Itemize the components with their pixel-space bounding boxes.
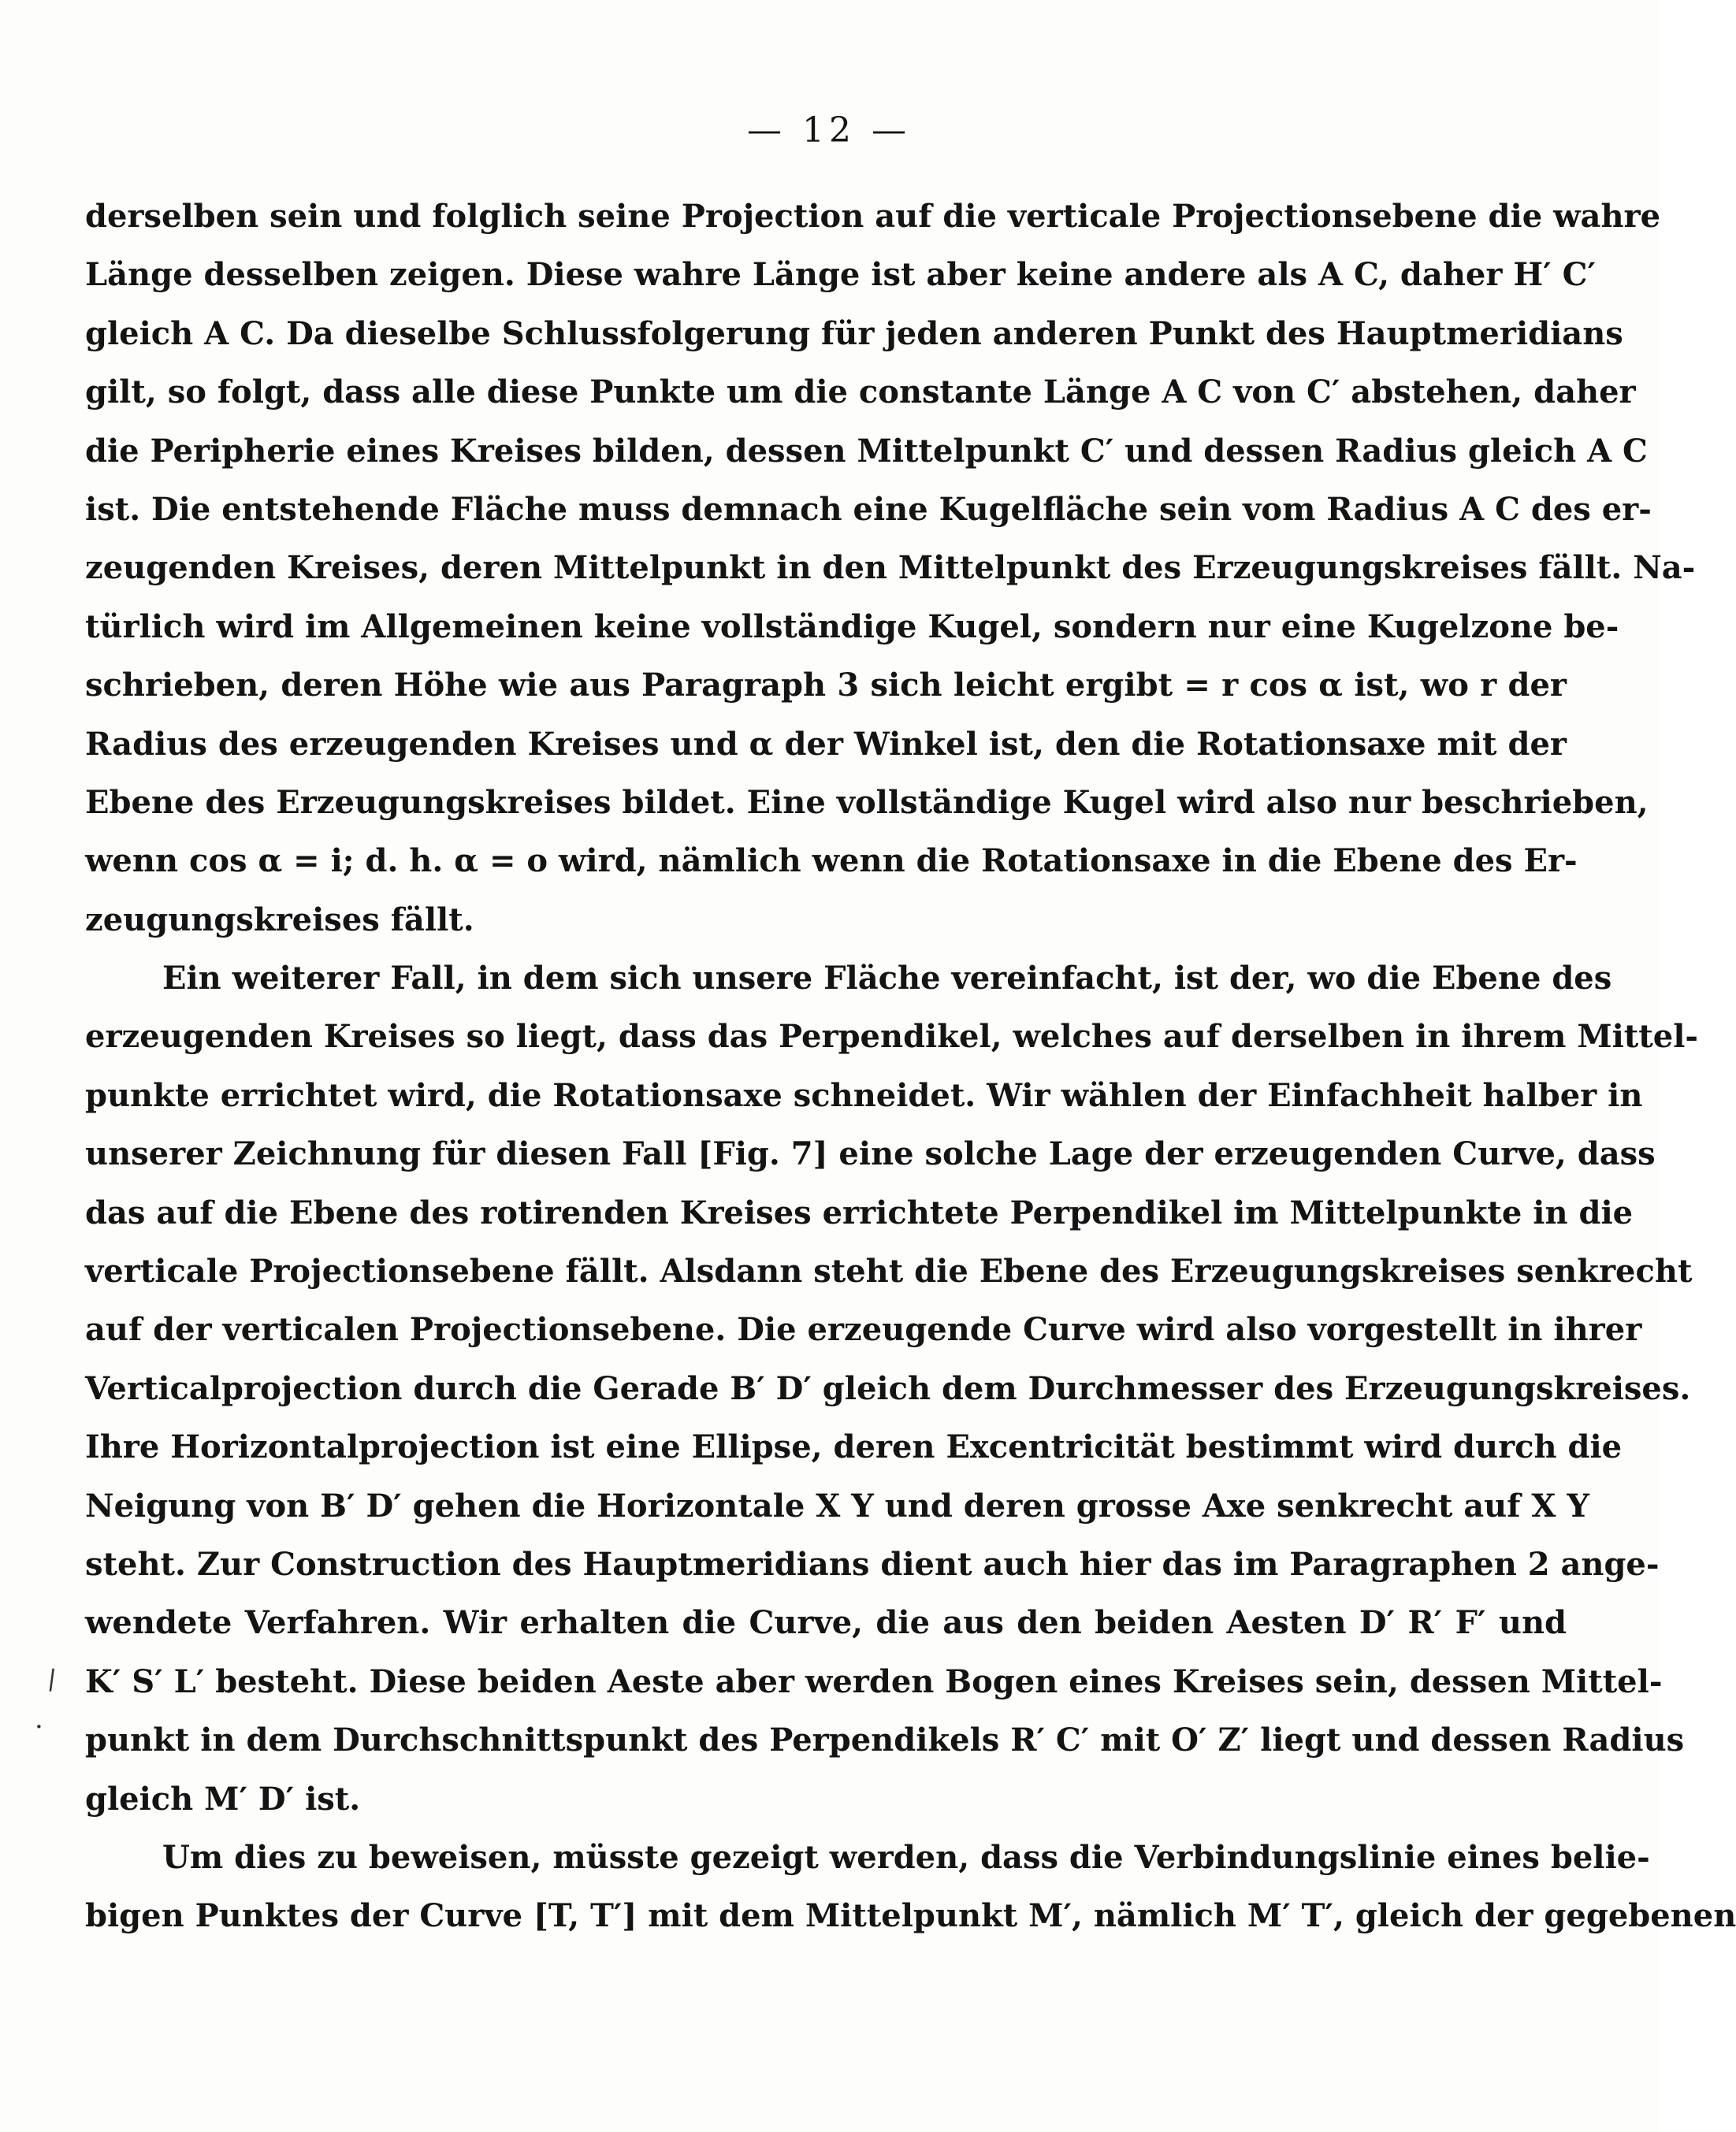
text-line: gleich A C. Da dieselbe Schlussfolgerung für jeden anderen Punkt des Hauptmeridians [85,314,1623,352]
text-line: verticale Projectionsebene fällt. Alsdann steht die Ebene des Erzeugungskreises senkrecht [85,1253,1693,1291]
text-line: Verticalprojection durch die Gerade B′ D′ gleich dem Durchmesser des Erzeugungskreises. [85,1369,1691,1407]
body-text [85,188,1736,1946]
text-line: Radius des erzeugenden Kreises und α der Winkel ist, den die Rotationsaxe mit der [85,725,1567,763]
text-line: Neigung von B′ D′ gehen die Horizontale X Y und deren grosse Axe senkrecht auf X Y [85,1487,1589,1525]
text-line: gleich M′ D′ ist. [85,1780,361,1818]
text-line: die Peripherie eines Kreises bilden, dessen Mittelpunkt C′ und dessen Radius gleich A C [85,432,1648,470]
text-line: Länge desselben zeigen. Diese wahre Länge ist aber keine andere als A C, daher H′ C′ [85,256,1596,294]
text-line: Ebene des Erzeugungskreises bildet. Eine vollständige Kugel wird also nur beschrieben, [85,783,1649,821]
text-line: zeugungskreises fällt. [85,901,474,938]
text-line: auf der verticalen Projectionsebene. Die erzeugende Curve wird also vorgestellt in ihrer [85,1311,1642,1349]
text-line: ist. Die entstehende Fläche muss demnach eine Kugelfläche sein vom Radius A C des er- [85,490,1652,528]
text-line: steht. Zur Construction des Hauptmeridians dient auch hier das im Paragraphen 2 ange- [85,1545,1660,1583]
text-line: das auf die Ebene des rotirenden Kreises errichtete Perpendikel im Mittelpunkte in die [85,1194,1634,1231]
text-line: Ihre Horizontalprojection ist eine Ellipse, deren Excentricität bestimmt wird durch die [85,1428,1623,1466]
text-line: K′ S′ L′ besteht. Diese beiden Aeste aber werden Bogen eines Kreises sein, dessen Mittel- [85,1662,1663,1700]
text-line: Um dies zu beweisen, müsste gezeigt werden, dass die Verbindungslinie eines belie- [162,1838,1650,1876]
text-line: erzeugenden Kreises so liegt, dass das Perpendikel, welches auf derselben in ihrem Mittel- [85,1018,1698,1056]
text-line: punkte errichtet wird, die Rotationsaxe schneidet. Wir wählen der Einfachheit halber in [85,1076,1643,1114]
text-line: punkt in dem Durchschnittspunkt des Perpendikels R′ C′ mit O′ Z′ liegt und dessen Radius [85,1722,1685,1759]
margin-mark: / [44,1663,59,1696]
margin-mark: · [35,1711,43,1743]
text-line: wenn cos α = i; d. h. α = o wird, nämlich wenn die Rotationsaxe in die Ebene des Er- [85,842,1578,880]
text-line: schrieben, deren Höhe wie aus Paragraph 3 sich leicht ergibt = r cos α ist, wo r der [85,667,1567,704]
page-number: — 12 — [747,110,911,150]
text-line: zeugenden Kreises, deren Mittelpunkt in den Mittelpunkt des Erzeugungskreises fällt. Na- [85,549,1696,587]
text-line: Ein weiterer Fall, in dem sich unsere Fläche vereinfacht, ist der, wo die Ebene des [162,960,1612,997]
text-line: gilt, so folgt, dass alle diese Punkte um die constante Länge A C von C′ abstehen, daher [85,373,1636,411]
text-line: derselben sein und folglich seine Projection auf die verticale Projectionsebene die wahre [85,198,1661,235]
text-line: bigen Punktes der Curve [T, T′] mit dem Mittelpunkt M′, nämlich M′ T′, gleich der gegebenen [85,1897,1736,1935]
text-line: türlich wird im Allgemeinen keine vollständige Kugel, sondern nur eine Kugelzone be- [85,607,1619,645]
text-line: wendete Verfahren. Wir erhalten die Curve, die aus den beiden Aesten D′ R′ F′ und [85,1604,1567,1642]
text-line: unserer Zeichnung für diesen Fall [Fig. 7] eine solche Lage der erzeugenden Curve, dass [85,1135,1656,1173]
